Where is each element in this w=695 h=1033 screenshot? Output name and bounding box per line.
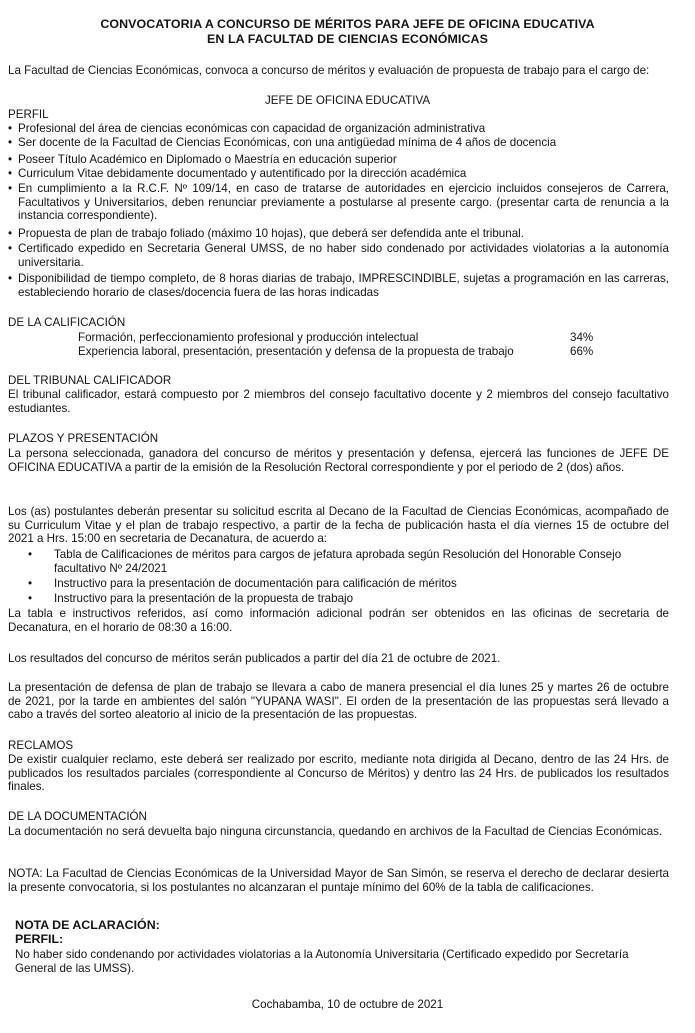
document-date: Cochabamba, 10 de octubre de 2021 [251, 998, 444, 1011]
document-list-item [28, 592, 669, 606]
perfil-item [8, 122, 669, 136]
document-list-item-text: Tabla de Calificaciones de méritos para cargos de jefatura aprobada según Resolución del Honorable Consejo facultativo Nº 24/2021 [54, 548, 622, 575]
document-list-item-text: Instructivo para la presentación de la propuesta de trabajo [54, 592, 354, 605]
documentacion-heading: DE LA DOCUMENTACIÓN [8, 810, 147, 823]
plazos-paragraph-4: Los resultados del concurso de méritos serán publicados a partir del día 21 de octubre de 2021. [8, 652, 501, 665]
perfil-item-text: Certificado expedido en Secretaria General UMSS, de no haber sido condenado por actividades violatorias a la autonomía universitaria. [18, 242, 669, 269]
perfil-item-text: Propuesta de plan de trabajo foliado (máximo 10 hojas), que deberá ser defendida ante el tribunal. [18, 227, 524, 240]
perfil-item-text: Poseer Título Académico en Diplomado o Maestría en educación superior [18, 153, 397, 166]
bullet-icon: • [8, 167, 13, 180]
reclamos-heading: RECLAMOS [8, 739, 74, 752]
intro-paragraph: La Facultad de Ciencias Económicas, convoca a concurso de méritos y evaluación de propuesta de trabajo para el cargo de: [8, 64, 650, 77]
calificacion-criterion: Experiencia laboral, presentación, presentación y defensa de la propuesta de trabajo [78, 345, 514, 358]
plazos-paragraph-3: La tabla e instructivos referidos, así como información adicional podrán ser obtenidos en las oficinas de secretaria de Decanatura, en el horario de 08:30 a 16:00. [8, 607, 669, 634]
perfil-item [8, 242, 669, 269]
plazos-paragraph-2: Los (as) postulantes deberán presentar su solicitud escrita al Decano de la Facultad de Ciencias Económicas, acompañado de su Curriculum Vitae y el plan de trabajo respectivo, a partir de la fecha de publicación hasta el día viernes 15 de octubre del 2021 a Hrs. 15:00 en secretaria de Decanatura, de acuerdo a: [8, 505, 669, 546]
perfil-heading: PERFIL [8, 108, 49, 121]
calificacion-heading: DE LA CALIFICACIÓN [8, 316, 126, 329]
plazos-paragraph-1: La persona seleccionada, ganadora del concurso de méritos y presentación y defensa, ejercerá las funciones de JEFE DE OFICINA EDUCATIVA a partir de la emisión de la Resolución Rectoral correspondiente y por el periodo de 2 (dos) años. [8, 447, 669, 474]
bullet-icon: • [8, 227, 13, 240]
calificacion-percent: 66% [570, 345, 594, 358]
document-list-item [28, 577, 669, 591]
bullet-icon: • [8, 136, 13, 149]
plazos-heading: PLAZOS Y PRESENTACIÓN [8, 432, 159, 445]
aclaracion-heading: NOTA DE ACLARACIÓN: [15, 918, 160, 932]
reclamos-paragraph: De existir cualquier reclamo, este deberá ser realizado por escrito, mediante nota dirigida al Decano, dentro de las 24 Hrs. de publicados los resultados parciales (correspondiente al Concurso de Méritos) y dentro las 24 Hrs. de publicados los resultados finales. [8, 753, 669, 794]
nota-paragraph: NOTA: La Facultad de Ciencias Económicas de la Universidad Mayor de San Simón, se reserva el derecho de declarar desierta la presente convocatoria, si los postulantes no alcanzaran el puntaje mínimo del 60% de la tabla de calificaciones. [8, 867, 669, 894]
perfil-item [8, 227, 669, 241]
perfil-item [8, 182, 669, 223]
perfil-item-text: Ser docente de la Facultad de Ciencias Económicas, con una antigüedad mínima de 4 años de docencia [18, 136, 557, 149]
perfil-item-text: Profesional del área de ciencias económicas con capacidad de organización administrativa [18, 122, 486, 135]
document-list-item [28, 548, 669, 575]
perfil-item [8, 136, 669, 150]
bullet-icon: • [8, 153, 13, 166]
bullet-icon: • [8, 272, 13, 285]
bullet-icon: • [28, 548, 33, 561]
document-title-line2: EN LA FACULTAD DE CIENCIAS ECONÓMICAS [207, 32, 488, 46]
documentacion-paragraph: La documentación no será devuelta bajo ninguna circunstancia, quedando en archivos de la Facultad de Ciencias Económicas. [8, 825, 663, 838]
bullet-icon: • [8, 242, 13, 255]
bullet-icon: • [28, 577, 33, 590]
plazos-paragraph-5: La presentación de defensa de plan de trabajo se llevara a cabo de manera presencial el día lunes 25 y martes 26 de octubre de 2021, por la tarde en ambientes del salón "YUPANA WASI". El orden de la presentación de las propuestas será llevado a cabo a través del sorteo aleatorio al inicio de la presentación de las propuestas. [8, 681, 669, 722]
aclaracion-subheading: PERFIL: [15, 932, 64, 946]
tribunal-heading: DEL TRIBUNAL CALIFICADOR [8, 374, 172, 387]
bullet-icon: • [8, 122, 13, 135]
bullet-icon: • [28, 592, 33, 605]
aclaracion-paragraph: No haber sido condenando por actividades violatorias a la Autonomía Universitaria (Certificado expedido por Secretaría General de las UMSS). [15, 948, 629, 975]
calificacion-criterion: Formación, perfeccionamiento profesional y producción intelectual [78, 331, 419, 344]
tribunal-paragraph: El tribunal calificador, estará compuesto por 2 miembros del consejo facultativo docente y 2 miembros del consejo facultativo estudiantes. [8, 388, 669, 415]
perfil-item [8, 272, 669, 299]
bullet-icon: • [8, 182, 13, 195]
document-list-item-text: Instructivo para la presentación de documentación para calificación de méritos [54, 577, 457, 590]
perfil-item-text: Disponibilidad de tiempo completo, de 8 horas diarias de trabajo, IMPRESCINDIBLE, sujetas a programación en las carreras, estableciendo horario de clases/docencia fuera de las horas indicadas [18, 272, 669, 299]
position-title: JEFE DE OFICINA EDUCATIVA [264, 94, 431, 107]
calificacion-percent: 34% [570, 331, 594, 344]
perfil-item [8, 167, 669, 181]
perfil-item-text: Curriculum Vitae debidamente documentado y autentificado por la dirección académica [18, 167, 467, 180]
perfil-item-text: En cumplimiento a la R.C.F. Nº 109/14, en caso de tratarse de autoridades en ejercicio incluidos consejeros de Carrera, Facultativos y Universitarios, deben renunciar previamente a postularse al presente cargo. (presentar carta de renuncia a la instancia correspondiente). [18, 182, 669, 223]
document-title-line1: CONVOCATORIA A CONCURSO DE MÉRITOS PARA JEFE DE OFICINA EDUCATIVA [100, 17, 595, 31]
perfil-item [8, 153, 669, 167]
